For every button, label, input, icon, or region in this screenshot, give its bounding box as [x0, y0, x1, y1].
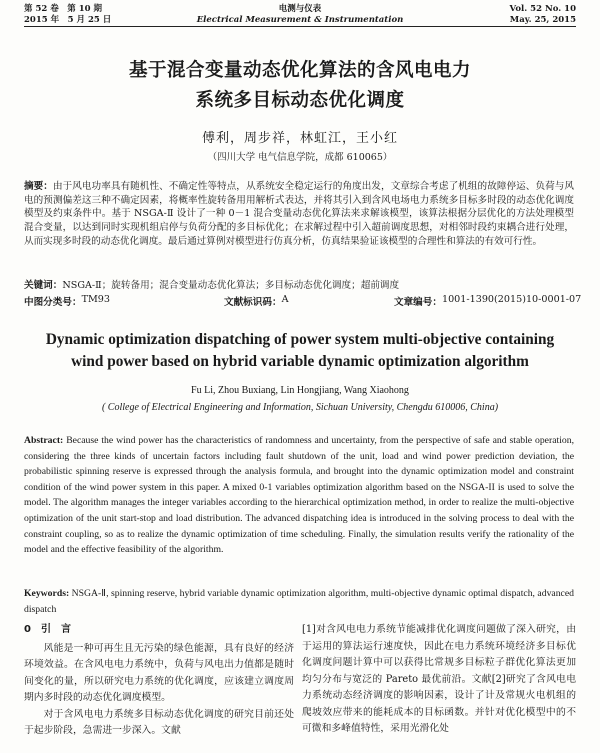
- document-code-label: 文献标识码：: [224, 297, 282, 308]
- chinese-title-line-2: 系统多目标动态优化调度: [195, 90, 405, 111]
- header-date-cn: 2015 年 5 月 25 日: [24, 15, 112, 25]
- classification-line: [24, 294, 582, 308]
- english-keywords-text: NSGA-Ⅱ, spinning reserve, hybrid variable dynamic optimization algorithm, multi-objective dynamic optimal dispatch, advanced dispatch: [24, 588, 574, 615]
- article-number: [394, 294, 582, 308]
- body-column-left: [24, 622, 294, 740]
- clc-value: TM93: [81, 294, 110, 305]
- clc-label: 中图分类号：: [24, 297, 82, 308]
- chinese-keywords: [24, 279, 574, 292]
- chinese-abstract-label: 摘要：: [24, 181, 53, 192]
- english-abstract-label: Abstract:: [24, 435, 64, 446]
- chinese-abstract-text: 由于风电功率具有随机性、不确定性等特点，从系统安全稳定运行的角度出发，文章综合考虑了机组的故障停运、负荷与风电的预测偏差这三种不确定因素，将概率性旋转备用用解析式表达，并将其引入到含风电场电力系统多目标多时段的动态优化调度模型及约束条件中。基于 NSGA-Ⅱ 设计了一种 0－1 混合变量动态优化算法来求解该模型，该算法根据分层优化的方法处理模型混合变量，以达到同时实现机组启停与负荷分配的多目标优化；在求解过程中引入超前调度思想，对相邻时段约束耦合进行处理，从而实现多时段的动态优化调度。最后通过算例对模型进行仿真分析，仿真结果验证该模型的合理性和算法的有效可行性。: [24, 181, 575, 247]
- body-paragraph: [1]对含风电电力系统节能减排优化调度问题做了深入研究，由于运用的算法运行速度快，因此在电力系统环境经济多目标优化调度问题计算中可以获得比常规多目标粒子群优化算法更加均匀分布与宽泛的 Pareto 最优前沿。文献[2]研究了含风电电力系统动态经济调度的影响因素，设计了计及常规火电机组的爬坡效应带来的能耗成本的目标函数。并针对优化模型中的不可微和多峰值特性，采用光滑化处: [302, 624, 576, 734]
- document-code: [224, 294, 289, 308]
- body-column-right: [302, 622, 576, 738]
- article-number-value: 1001-1390(2015)10-0001-07: [441, 294, 582, 305]
- header-volume-en: Vol. 52 No. 10: [509, 4, 576, 14]
- english-abstract: [24, 433, 574, 558]
- section-heading-introduction: 0 引 言: [24, 624, 71, 635]
- chinese-authors: 傅利，周步祥，林虹江，王小红: [201, 131, 398, 146]
- header-date-en: May. 25, 2015: [509, 15, 576, 25]
- english-keywords: [24, 586, 574, 617]
- header-center: [24, 4, 576, 26]
- clc-number: [24, 294, 110, 308]
- chinese-title-line-1: 基于混合变量动态优化算法的含风电电力: [128, 60, 471, 81]
- header-journal-cn: 电测与仪表: [278, 4, 322, 14]
- body-paragraph: 风能是一种可再生且无污染的绿色能源，具有良好的经济环境效益。在含风电电力系统中，负荷与风电出力值都是随时间变化的量，所以研究电力系统的优化调度，应该建立调度周期内多时段的动态优化调度模型。: [24, 642, 294, 703]
- chinese-keywords-text: NSGA-Ⅱ；旋转备用；混合变量动态优化算法；多目标动态优化调度；超前调度: [62, 280, 400, 291]
- english-title-line-1: Dynamic optimization dispatching of power system multi-objective containing: [45, 331, 555, 348]
- chinese-affiliation: （四川大学 电气信息学院，成都 610065）: [207, 152, 393, 163]
- english-authors: Fu Li, Zhou Buxiang, Lin Hongjiang, Wang Xiaohong: [191, 385, 409, 396]
- chinese-title: [30, 56, 570, 116]
- header-rule: [24, 26, 576, 27]
- english-abstract-text: Because the wind power has the characteristics of randomness and uncertainty, from the perspective of safe and stable operation, considering the three kinds of uncertain factors including fault shutdown of the unit, load and wind power prediction deviation, the probabilistic spinning reserve is expressed through the analysis formula, and brought into the dynamic optimization model and constraint condition of the wind power system in this paper. A mixed 0-1 variables optimization algorithm based on the NSGA-II is used to solve the model. The algorithm manages the integer variables according to the hierarchical optimization method, in order to realize the multi-objective optimization of the unit start-stop and load distribution. The advanced dispatching idea is introduced in the solving process to deal with the constraint coupling, so as to realize the dynamic optimization of time scheduling. Finally, the simulation results verify the rationality of the model and the effective feasibility of the algorithm.: [24, 435, 574, 556]
- body-paragraph: 对于含风电电力系统多目标动态优化调度的研究目前还处于起步阶段，急需进一步深入。文献: [24, 708, 294, 736]
- english-title: [30, 329, 570, 373]
- english-keywords-label: Keywords:: [24, 588, 70, 599]
- article-number-label: 文章编号：: [394, 297, 442, 308]
- header-right: [510, 4, 576, 26]
- chinese-keywords-label: 关键词：: [24, 280, 63, 291]
- chinese-abstract: [24, 180, 574, 249]
- document-code-value: A: [281, 294, 289, 305]
- english-title-line-2: wind power based on hybrid variable dynamic optimization algorithm: [71, 353, 529, 370]
- header-volume-cn: 第 52 卷 第 10 期: [24, 4, 102, 14]
- header-journal-en: Electrical Measurement & Instrumentation: [196, 15, 404, 25]
- english-affiliation: ( College of Electrical Engineering and Information, Sichuan University, Chengdu 610006, China): [101, 402, 499, 413]
- running-header: [24, 4, 576, 26]
